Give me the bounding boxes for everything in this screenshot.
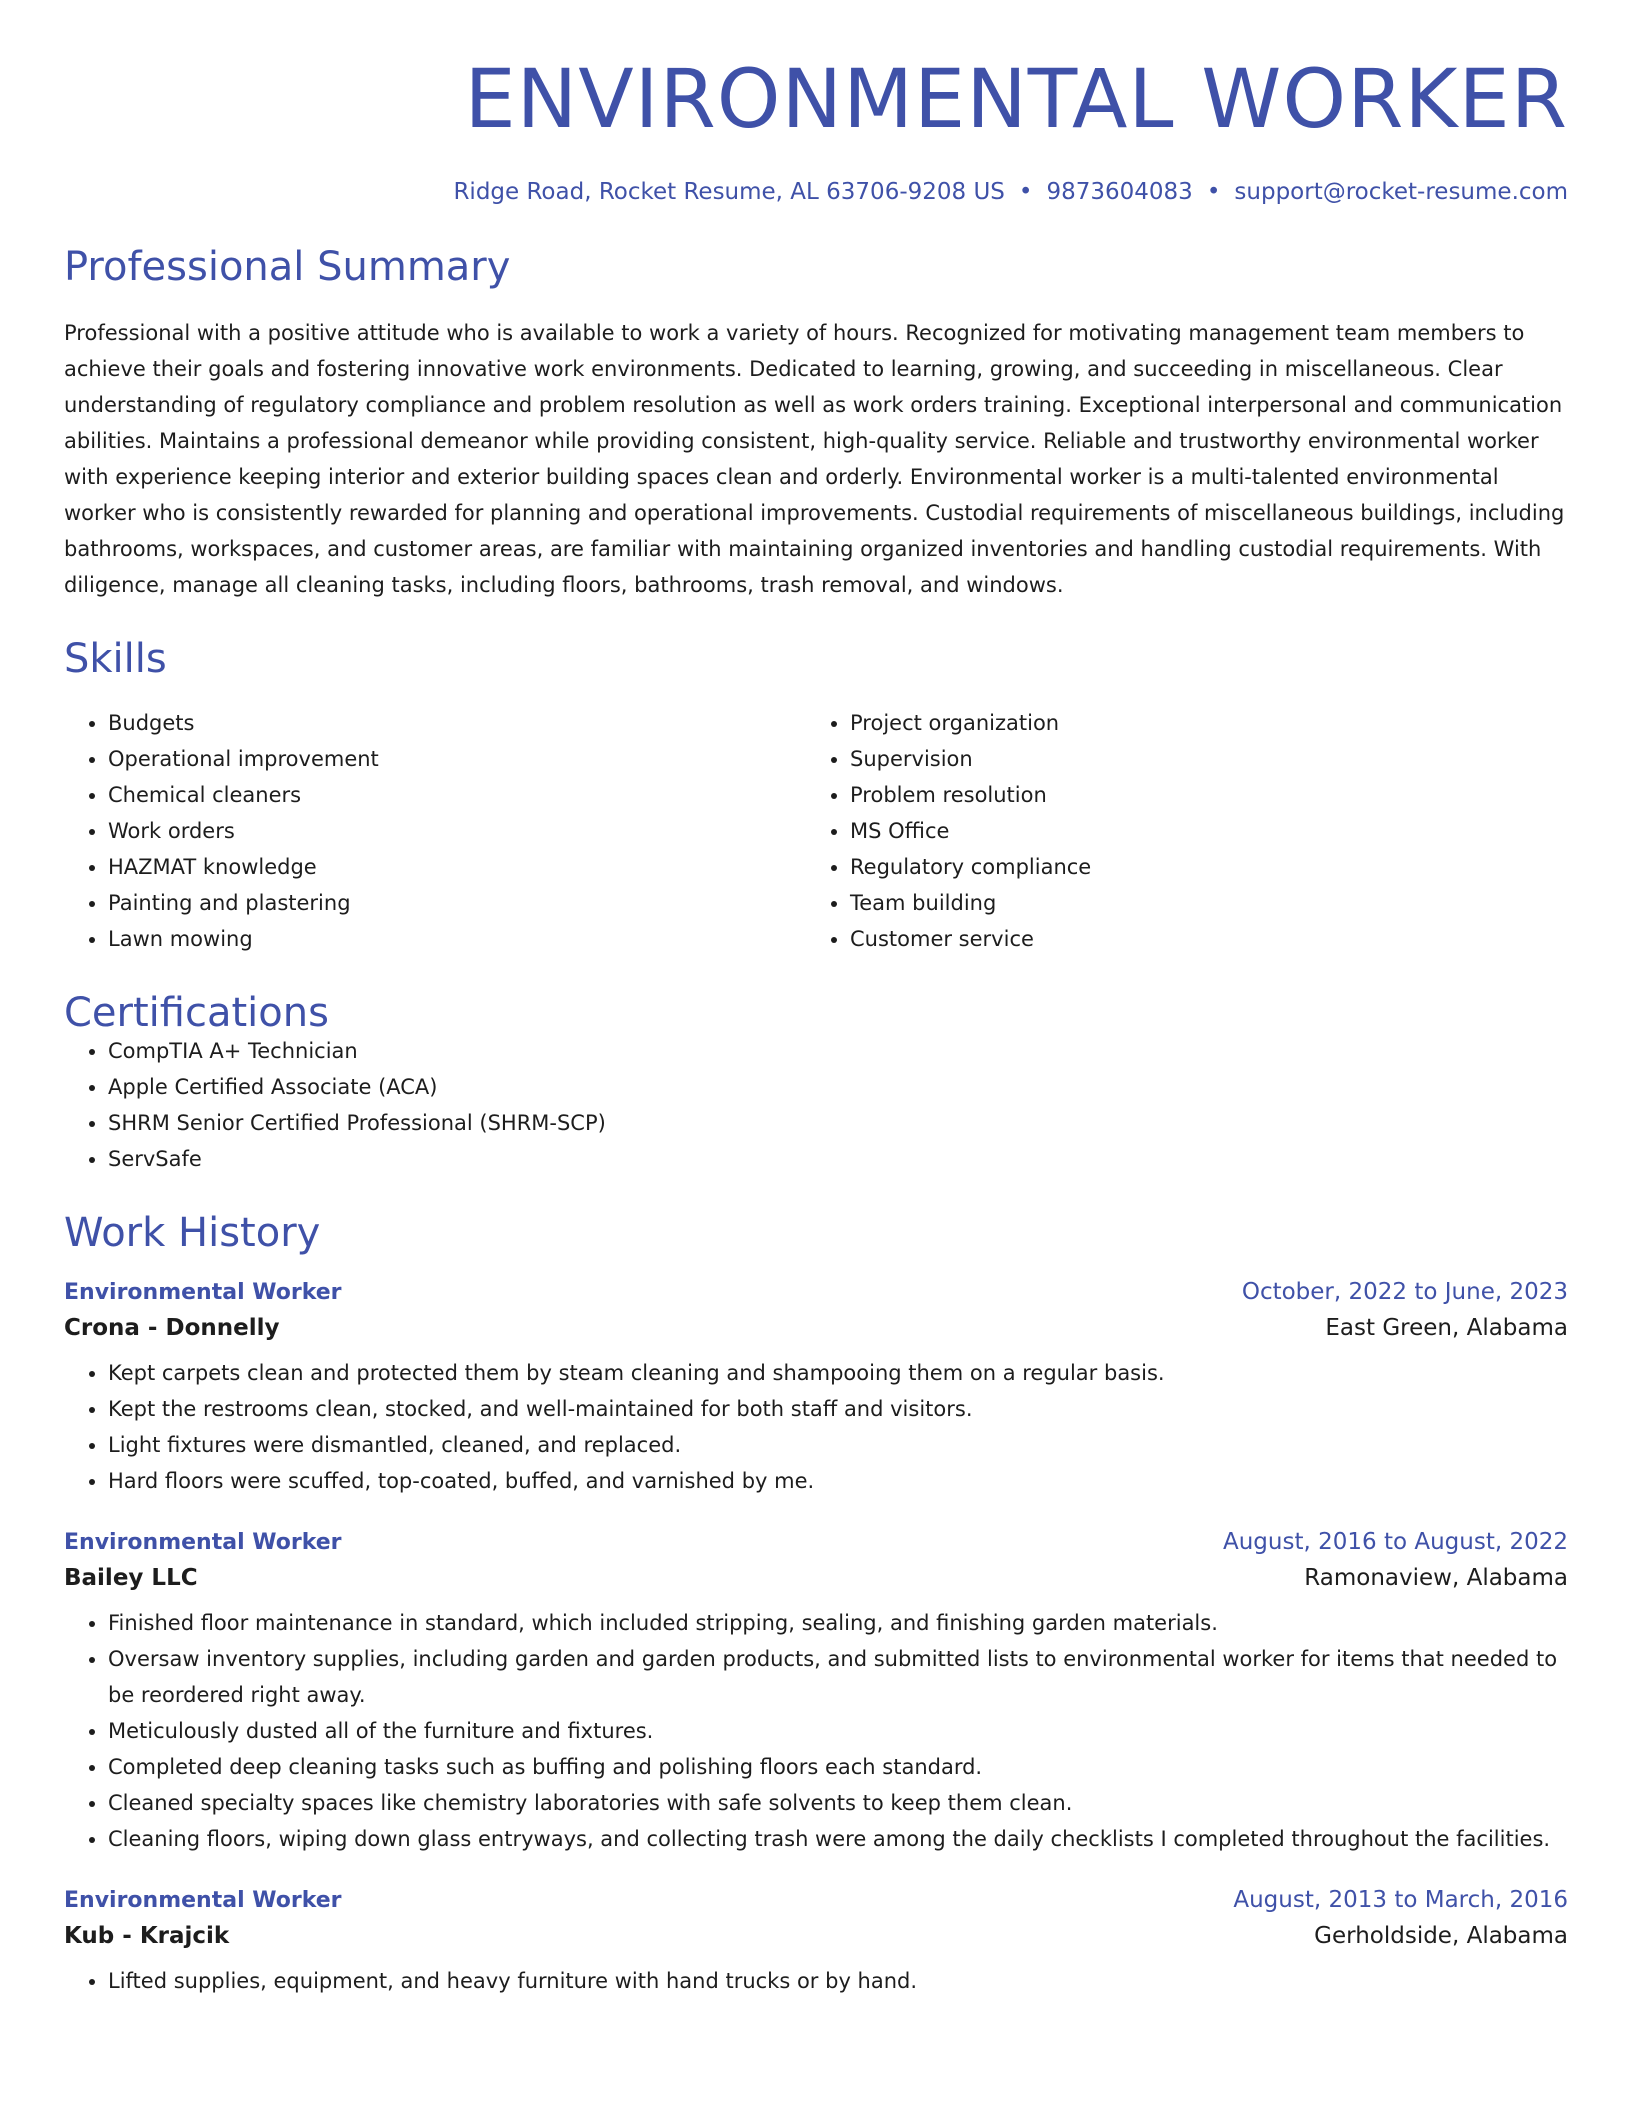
job-subheader bbox=[64, 1923, 1568, 1949]
job-header bbox=[64, 1887, 1568, 1913]
skill-item: • Lawn mowing bbox=[108, 921, 806, 957]
job-location: East Green, Alabama bbox=[1325, 1315, 1568, 1341]
job-bullet: • Kept carpets clean and protected them by steam cleaning and shampooing them on a regular basis. bbox=[108, 1355, 1568, 1391]
skill-item: • MS Office bbox=[850, 813, 1548, 849]
job-title: Environmental Worker bbox=[64, 1530, 342, 1555]
job-bullet: • Cleaned specialty spaces like chemistry laboratories with safe solvents to keep them clean. bbox=[108, 1785, 1568, 1821]
job-location: Gerholdside, Alabama bbox=[1314, 1923, 1568, 1949]
job-bullets bbox=[64, 1963, 1568, 1999]
job-header bbox=[64, 1279, 1568, 1305]
job-bullet: • Completed deep cleaning tasks such as buffing and polishing floors each standard. bbox=[108, 1749, 1568, 1785]
contact-email[interactable]: support@rocket-resume.com bbox=[1234, 179, 1568, 205]
summary-heading: Professional Summary bbox=[64, 244, 511, 290]
job-bullet: • Kept the restrooms clean, stocked, and well-maintained for both staff and visitors. bbox=[108, 1391, 1568, 1427]
job-bullet: • Oversaw inventory supplies, including garden and garden products, and submitted lists to environmental worker for items that needed to be reordered right away. bbox=[108, 1641, 1568, 1713]
job-dates: August, 2016 to August, 2022 bbox=[1223, 1529, 1568, 1555]
skill-item: • Operational improvement bbox=[108, 741, 806, 777]
job-company: Crona - Donnelly bbox=[64, 1315, 280, 1341]
skill-item: • HAZMAT knowledge bbox=[108, 849, 806, 885]
job-subheader bbox=[64, 1565, 1568, 1591]
job-bullets bbox=[64, 1355, 1568, 1499]
skill-item: • Team building bbox=[850, 885, 1548, 921]
resume-page bbox=[64, 50, 1568, 1999]
job-company: Bailey LLC bbox=[64, 1565, 198, 1591]
certifications-list bbox=[64, 1033, 1568, 1177]
skill-item: • Project organization bbox=[850, 705, 1548, 741]
certification-item: • SHRM Senior Certified Professional (SHRM-SCP) bbox=[108, 1105, 1568, 1141]
job-entry bbox=[64, 1529, 1568, 1857]
job-bullet: • Finished floor maintenance in standard, which included stripping, sealing, and finishing garden materials. bbox=[108, 1605, 1568, 1641]
skills-right-column bbox=[806, 705, 1548, 957]
certifications-heading: Certifications bbox=[64, 990, 329, 1036]
skill-item: • Budgets bbox=[108, 705, 806, 741]
work-history-heading: Work History bbox=[64, 1210, 321, 1256]
certification-item: • ServSafe bbox=[108, 1141, 1568, 1177]
skills-list bbox=[64, 705, 1568, 957]
job-bullet: • Meticulously dusted all of the furniture and fixtures. bbox=[108, 1713, 1568, 1749]
summary-text: Professional with a positive attitude who is available to work a variety of hours. Recognized for motivating management team members to achieve their goals and fostering innovative work environments. Dedicated to learning, growing, and succeeding in miscellaneous. Clear understanding of regulatory compliance and problem resolution as well as work orders training. Exceptional interpersonal and communication abilities. Maintains a professional demeanor while providing consistent, high-quality service. Reliable and trustworthy environmental worker with experience keeping interior and exterior building spaces clean and orderly. Environmental worker is a multi-talented environmental worker who is consistently rewarded for planning and operational improvements. Custodial requirements of miscellaneous buildings, including bathrooms, workspaces, and customer areas, are familiar with maintaining organized inventories and handling custodial requirements. With diligence, manage all cleaning tasks, including floors, bathrooms, trash removal, and windows. bbox=[64, 321, 1565, 597]
job-title: Environmental Worker bbox=[64, 1888, 342, 1913]
skill-item: • Problem resolution bbox=[850, 777, 1548, 813]
contact-address: Ridge Road, Rocket Resume, AL 63706-9208 US bbox=[453, 179, 1005, 205]
certification-item: • CompTIA A+ Technician bbox=[108, 1033, 1568, 1069]
job-bullet: • Cleaning floors, wiping down glass entryways, and collecting trash were among the daily checklists I completed throughout the facilities. bbox=[108, 1821, 1568, 1857]
skills-heading: Skills bbox=[64, 636, 167, 682]
contact-separator: • bbox=[1206, 179, 1221, 205]
skill-item: • Customer service bbox=[850, 921, 1548, 957]
job-location: Ramonaview, Alabama bbox=[1304, 1565, 1568, 1591]
skills-left-column bbox=[64, 705, 806, 957]
resume-name: ENVIRONMENTAL WORKER bbox=[464, 53, 1568, 147]
job-dates: August, 2013 to March, 2016 bbox=[1233, 1887, 1568, 1913]
skill-item: • Work orders bbox=[108, 813, 806, 849]
certification-item: • Apple Certified Associate (ACA) bbox=[108, 1069, 1568, 1105]
skill-item: • Chemical cleaners bbox=[108, 777, 806, 813]
skill-item: • Regulatory compliance bbox=[850, 849, 1548, 885]
job-entry bbox=[64, 1887, 1568, 1999]
contact-phone: 9873604083 bbox=[1046, 179, 1193, 205]
skill-item: • Supervision bbox=[850, 741, 1548, 777]
job-subheader bbox=[64, 1315, 1568, 1341]
job-bullet: • Hard floors were scuffed, top-coated, buffed, and varnished by me. bbox=[108, 1463, 1568, 1499]
job-title: Environmental Worker bbox=[64, 1280, 342, 1305]
job-header bbox=[64, 1529, 1568, 1555]
contact-line bbox=[64, 179, 1568, 205]
job-company: Kub - Krajcik bbox=[64, 1923, 230, 1949]
skill-item: • Painting and plastering bbox=[108, 885, 806, 921]
job-entry bbox=[64, 1279, 1568, 1499]
contact-separator: • bbox=[1018, 179, 1033, 205]
job-bullet: • Lifted supplies, equipment, and heavy furniture with hand trucks or by hand. bbox=[108, 1963, 1568, 1999]
job-bullets bbox=[64, 1605, 1568, 1857]
job-bullet: • Light fixtures were dismantled, cleaned, and replaced. bbox=[108, 1427, 1568, 1463]
job-dates: October, 2022 to June, 2023 bbox=[1241, 1279, 1568, 1305]
